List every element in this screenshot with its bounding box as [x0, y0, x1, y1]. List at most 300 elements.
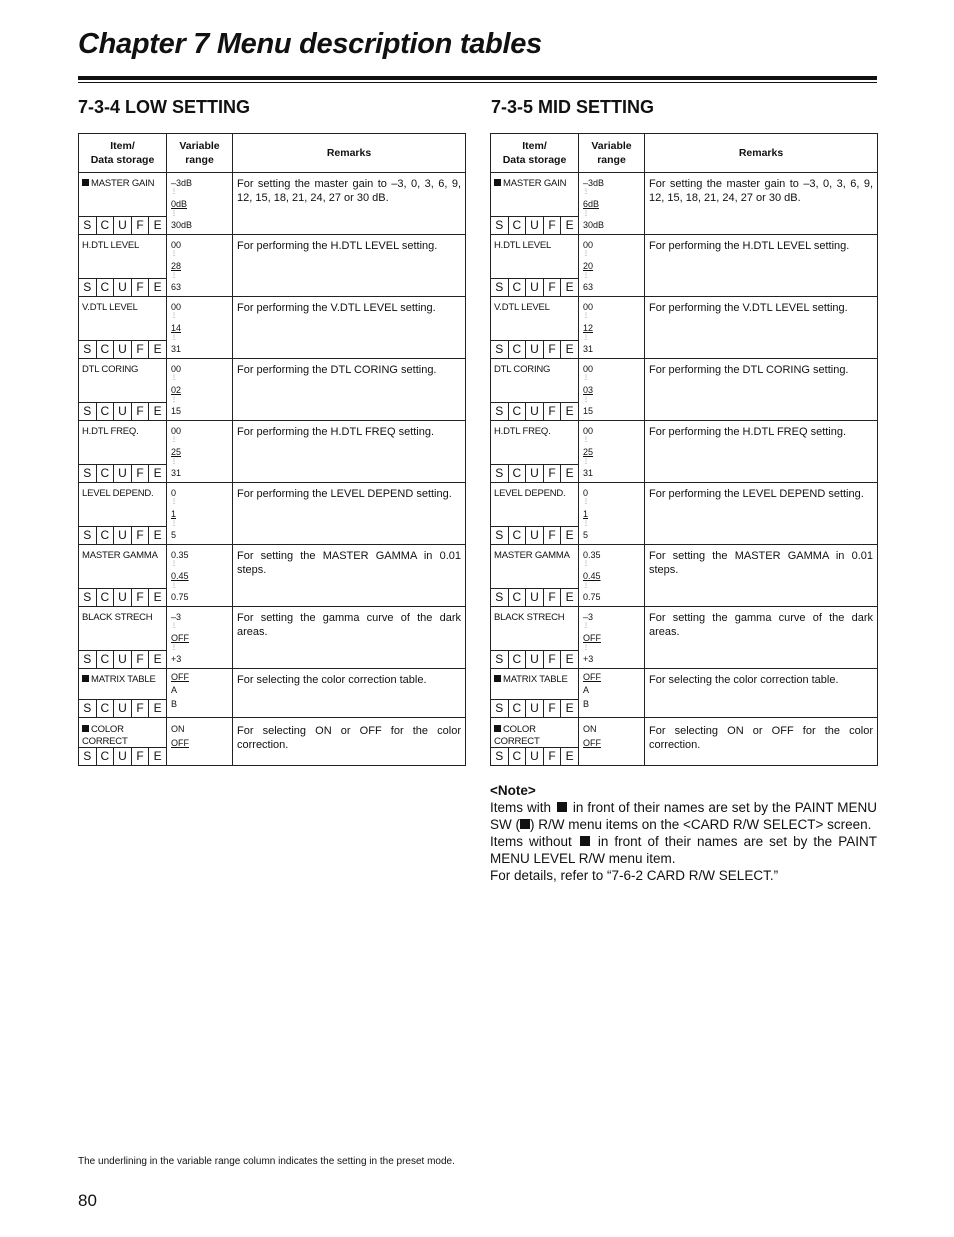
variable-range-cell [579, 669, 645, 718]
range-ellipsis-icon: ⋮ [583, 211, 589, 217]
storage-flag-c: C [97, 700, 115, 717]
range-preset: 6dB [583, 199, 600, 209]
storage-flag-u: U [114, 465, 132, 482]
item-cell-inner [491, 359, 578, 420]
item-cell-inner [79, 421, 166, 482]
range-max: 63 [583, 282, 594, 292]
storage-flag-c: C [97, 465, 115, 482]
item-name [82, 724, 128, 748]
header-remarks: Remarks [645, 134, 878, 173]
storage-flag-s: S [491, 700, 509, 717]
storage-flag-s: S [491, 279, 509, 296]
range-ellipsis-icon: ⋮ [583, 397, 589, 403]
storage-flag-u: U [114, 341, 132, 358]
range-preset: 0.45 [583, 571, 601, 581]
item-name-text: BLACK STRECH [494, 612, 565, 623]
range-min: 00 [171, 240, 182, 250]
item-name [82, 364, 138, 376]
storage-flag-f: F [544, 748, 562, 765]
low-setting-table [78, 133, 466, 766]
item-name [494, 240, 551, 252]
remarks-text: For selecting ON or OFF for the color correction. [237, 725, 461, 751]
storage-flag-f: F [132, 217, 150, 234]
item-cell [491, 235, 579, 297]
header-var-line2: range [185, 154, 214, 166]
storage-flag-e: E [565, 218, 574, 232]
variable-range-cell [579, 235, 645, 297]
storage-flag-s: S [491, 527, 509, 544]
storage-flag-c: C [509, 589, 527, 606]
header-item-line1: Item/ [522, 140, 547, 152]
storage-flag-u: U [526, 403, 544, 420]
table-row [491, 421, 878, 483]
item-cell [79, 359, 167, 421]
item-name-text: MATRIX TABLE [91, 674, 156, 685]
range-min: –3dB [583, 178, 605, 188]
item-name [494, 612, 564, 624]
variable-range-inner [579, 421, 644, 482]
range-ellipsis-icon: ⋮ [171, 189, 177, 195]
note-text: Items without [490, 834, 572, 849]
note-paragraph-3: For details, refer to “7-6-2 CARD R/W SELECT.” [490, 868, 779, 883]
storage-flag-s: S [79, 217, 97, 234]
item-name-text: H.DTL LEVEL [494, 240, 552, 251]
storage-flag-s: S [79, 403, 97, 420]
remarks-text: For performing the LEVEL DEPEND setting. [237, 488, 452, 500]
storage-flag-e: E [153, 404, 162, 418]
item-name [494, 488, 566, 500]
range-min: –3 [583, 612, 594, 622]
variable-range-cell [579, 359, 645, 421]
item-name [494, 550, 570, 562]
remarks-text: For performing the DTL CORING setting. [649, 364, 849, 376]
square-bullet-icon [82, 675, 89, 682]
range-max: 31 [583, 468, 594, 478]
scufe-storage-flags [79, 747, 166, 765]
item-cell-inner [491, 718, 578, 765]
storage-flag-s: S [491, 589, 509, 606]
range-min: 00 [171, 364, 182, 374]
variable-range-inner [579, 297, 644, 358]
range-option: ON [171, 724, 185, 734]
remarks-cell [233, 718, 466, 766]
table-row [79, 173, 466, 235]
range-ellipsis-icon: ⋮ [583, 459, 589, 465]
table-row [491, 297, 878, 359]
item-name [82, 550, 158, 562]
storage-flag-c: C [97, 651, 115, 668]
item-name-text: MATRIX TABLE [503, 674, 568, 685]
storage-flag-s: S [79, 527, 97, 544]
storage-flag-e: E [153, 528, 162, 542]
remarks-cell [645, 297, 878, 359]
mid-setting-table [490, 133, 878, 766]
range-max: 0.75 [171, 592, 189, 602]
table-header-row [79, 134, 466, 173]
header-variable-range [579, 134, 645, 173]
storage-flag-e: E [565, 342, 574, 356]
table-row [491, 173, 878, 235]
item-cell [491, 297, 579, 359]
scufe-storage-flags [491, 340, 578, 358]
header-item-line2: Data storage [502, 154, 567, 166]
remarks-text: For performing the V.DTL LEVEL setting. [649, 302, 848, 314]
scufe-storage-flags [491, 402, 578, 420]
remarks-text: For setting the master gain to –3, 0, 3, 6, 9, 12, 15, 18, 21, 24, 27 or 30 dB. [237, 178, 461, 204]
item-cell-inner [491, 297, 578, 358]
range-max: 30dB [171, 220, 193, 230]
header-item [491, 134, 579, 173]
storage-flag-f: F [544, 403, 562, 420]
item-name [82, 178, 154, 190]
range-preset: 0dB [171, 199, 188, 209]
variable-range-cell [579, 421, 645, 483]
note-heading: <Note> [490, 783, 536, 798]
variable-range-cell [167, 483, 233, 545]
storage-flag-c: C [97, 341, 115, 358]
remarks-cell [645, 483, 878, 545]
range-ellipsis-icon: ⋮ [171, 645, 177, 651]
storage-flag-u: U [526, 589, 544, 606]
range-ellipsis-icon: ⋮ [171, 397, 177, 403]
variable-range-cell [579, 173, 645, 235]
item-name-text: DTL CORING [82, 364, 139, 375]
range-ellipsis-icon: ⋮ [171, 561, 177, 567]
table-row [79, 421, 466, 483]
storage-flag-u: U [526, 341, 544, 358]
header-var-line1: Variable [591, 140, 632, 152]
note-text: in front of their names are set by the PAINT MENU LEVEL R/W menu item. [490, 834, 877, 866]
storage-flag-f: F [132, 279, 150, 296]
note-paragraph-1 [490, 799, 877, 833]
item-name-text: H.DTL LEVEL [82, 240, 140, 251]
range-option: A [171, 685, 178, 695]
range-ellipsis-icon: ⋮ [171, 499, 177, 505]
storage-flag-f: F [132, 527, 150, 544]
note-block [490, 782, 877, 884]
scufe-storage-flags [491, 650, 578, 668]
range-max: 0.75 [583, 592, 601, 602]
item-name [82, 302, 138, 314]
storage-flag-f: F [544, 651, 562, 668]
table-row [491, 545, 878, 607]
range-preset: OFF [583, 738, 601, 748]
square-bullet-icon [82, 179, 89, 186]
scufe-storage-flags [79, 699, 166, 717]
item-cell-inner [79, 235, 166, 296]
remarks-cell [645, 669, 878, 718]
table-row [79, 545, 466, 607]
item-cell-inner [79, 669, 166, 717]
storage-flag-e: E [565, 701, 574, 715]
storage-flag-e: E [565, 466, 574, 480]
range-min: 0.35 [583, 550, 601, 560]
variable-range-inner [579, 235, 644, 296]
item-cell-inner [79, 718, 166, 765]
item-name [494, 364, 550, 376]
range-ellipsis-icon: ⋮ [583, 189, 589, 195]
scufe-storage-flags [491, 526, 578, 544]
page-number: 80 [78, 1191, 97, 1210]
remarks-cell [645, 607, 878, 669]
item-name-text: H.DTL FREQ. [82, 426, 139, 437]
scufe-storage-flags [491, 216, 578, 234]
item-cell [491, 669, 579, 718]
table-row [79, 718, 466, 766]
range-ellipsis-icon: ⋮ [171, 375, 177, 381]
remarks-text: For performing the V.DTL LEVEL setting. [237, 302, 436, 314]
low-setting-title: 7-3-4 LOW SETTING [78, 97, 251, 117]
item-name [494, 724, 540, 748]
item-cell [491, 607, 579, 669]
item-name-text: COLOR [91, 724, 124, 735]
range-min: 00 [583, 302, 594, 312]
range-ellipsis-icon: ⋮ [583, 499, 589, 505]
remarks-text: For performing the H.DTL LEVEL setting. [649, 240, 850, 252]
storage-flag-c: C [97, 589, 115, 606]
item-name-text: LEVEL DEPEND. [82, 488, 154, 499]
remarks-cell [645, 421, 878, 483]
item-cell-inner [491, 421, 578, 482]
item-name-text: LEVEL DEPEND. [494, 488, 566, 499]
storage-flag-f: F [544, 527, 562, 544]
item-cell [491, 421, 579, 483]
range-min: 00 [583, 364, 594, 374]
storage-flag-e: E [565, 590, 574, 604]
storage-flag-c: C [97, 217, 115, 234]
range-ellipsis-icon: ⋮ [171, 273, 177, 279]
range-ellipsis-icon: ⋮ [171, 521, 177, 527]
item-name [82, 612, 152, 624]
scufe-storage-flags [79, 464, 166, 482]
range-min: 0.35 [171, 550, 189, 560]
item-name [82, 488, 154, 500]
note-text: in front of their names are set by the PAINT MENU SW ( [490, 800, 877, 832]
table-row [79, 359, 466, 421]
square-bullet-icon [494, 725, 501, 732]
item-cell-inner [79, 483, 166, 544]
range-option: B [583, 699, 590, 709]
variable-range-inner [167, 607, 232, 668]
range-option: B [171, 699, 178, 709]
remarks-cell [233, 359, 466, 421]
range-preset: 1 [583, 509, 589, 519]
remarks-text: For setting the master gain to –3, 0, 3, 6, 9, 12, 15, 18, 21, 24, 27 or 30 dB. [649, 178, 873, 204]
storage-flag-s: S [491, 403, 509, 420]
range-max: 15 [583, 406, 594, 416]
scufe-storage-flags [491, 278, 578, 296]
item-name-text: V.DTL LEVEL [494, 302, 550, 313]
remarks-cell [233, 173, 466, 235]
chapter-title: Chapter 7 Menu description tables [78, 28, 542, 60]
square-bullet-icon [557, 802, 567, 812]
range-max: +3 [583, 654, 594, 664]
square-bullet-icon [520, 819, 530, 829]
range-ellipsis-icon: ⋮ [171, 251, 177, 257]
range-option: A [583, 685, 590, 695]
square-bullet-icon [82, 725, 89, 732]
storage-flag-u: U [526, 651, 544, 668]
variable-range-inner [167, 173, 232, 234]
storage-flag-e: E [565, 528, 574, 542]
remarks-text: For performing the DTL CORING setting. [237, 364, 437, 376]
storage-flag-c: C [509, 700, 527, 717]
range-max: 5 [583, 530, 589, 540]
item-name-text: DTL CORING [494, 364, 551, 375]
storage-flag-u: U [526, 217, 544, 234]
item-cell [79, 297, 167, 359]
variable-range-cell [579, 607, 645, 669]
range-preset: OFF [171, 672, 189, 682]
scufe-storage-flags [491, 699, 578, 717]
storage-flag-f: F [544, 700, 562, 717]
storage-flag-e: E [153, 749, 162, 763]
scufe-storage-flags [491, 588, 578, 606]
storage-flag-s: S [79, 700, 97, 717]
variable-range-cell [167, 545, 233, 607]
range-max: 5 [171, 530, 177, 540]
storage-flag-f: F [132, 403, 150, 420]
variable-range-cell [167, 718, 233, 766]
variable-range-cell [579, 545, 645, 607]
scufe-storage-flags [79, 340, 166, 358]
range-preset: 20 [583, 261, 594, 271]
storage-flag-f: F [544, 217, 562, 234]
storage-flag-s: S [79, 651, 97, 668]
storage-flag-e: E [153, 466, 162, 480]
item-name-text: MASTER GAIN [503, 178, 567, 189]
item-cell-inner [79, 173, 166, 234]
variable-range-inner [167, 545, 232, 606]
storage-flag-e: E [153, 342, 162, 356]
range-max: 30dB [583, 220, 605, 230]
range-preset: OFF [583, 633, 601, 643]
item-cell-inner [491, 669, 578, 717]
storage-flag-f: F [132, 651, 150, 668]
variable-range-cell [167, 421, 233, 483]
variable-range-inner [167, 235, 232, 296]
remarks-cell [233, 669, 466, 718]
remarks-text: For setting the MASTER GAMMA in 0.01 steps. [649, 550, 873, 576]
item-name [494, 674, 568, 686]
range-ellipsis-icon: ⋮ [583, 375, 589, 381]
storage-flag-e: E [565, 749, 574, 763]
range-min: 00 [583, 240, 594, 250]
item-cell-inner [491, 483, 578, 544]
range-ellipsis-icon: ⋮ [583, 521, 589, 527]
item-cell [79, 718, 167, 766]
variable-range-inner [167, 359, 232, 420]
note-text: ) R/W menu items on the <CARD R/W SELECT> screen. [530, 817, 872, 832]
item-cell [79, 173, 167, 235]
range-ellipsis-icon: ⋮ [583, 273, 589, 279]
variable-range-inner [167, 297, 232, 358]
storage-flag-f: F [544, 465, 562, 482]
range-ellipsis-icon: ⋮ [583, 313, 589, 319]
remarks-cell [645, 235, 878, 297]
variable-range-inner [167, 669, 232, 717]
range-preset: OFF [171, 738, 189, 748]
storage-flag-u: U [526, 465, 544, 482]
storage-flag-f: F [132, 589, 150, 606]
table-header-row [491, 134, 878, 173]
range-ellipsis-icon: ⋮ [171, 313, 177, 319]
storage-flag-s: S [491, 748, 509, 765]
table-row [79, 235, 466, 297]
header-item [79, 134, 167, 173]
storage-flag-f: F [132, 748, 150, 765]
table-row [491, 359, 878, 421]
item-cell [79, 235, 167, 297]
storage-flag-e: E [153, 590, 162, 604]
variable-range-inner [167, 718, 232, 765]
storage-flag-f: F [544, 341, 562, 358]
item-name [494, 302, 550, 314]
storage-flag-s: S [491, 217, 509, 234]
variable-range-cell [167, 669, 233, 718]
storage-flag-e: E [153, 218, 162, 232]
item-cell [79, 669, 167, 718]
storage-flag-u: U [526, 279, 544, 296]
item-cell-inner [79, 297, 166, 358]
table-row [491, 718, 878, 766]
header-var-line1: Variable [179, 140, 220, 152]
remarks-cell [233, 607, 466, 669]
remarks-cell [233, 235, 466, 297]
variable-range-inner [579, 359, 644, 420]
storage-flag-s: S [491, 651, 509, 668]
storage-flag-e: E [565, 404, 574, 418]
range-option: ON [583, 724, 597, 734]
variable-range-cell [167, 235, 233, 297]
item-cell [491, 483, 579, 545]
remarks-text: For setting the gamma curve of the dark areas. [649, 612, 873, 638]
header-var-line2: range [597, 154, 626, 166]
scufe-storage-flags [491, 747, 578, 765]
storage-flag-c: C [509, 279, 527, 296]
remarks-text: For selecting ON or OFF for the color correction. [649, 725, 873, 751]
item-name [82, 426, 139, 438]
variable-range-inner [167, 421, 232, 482]
remarks-text: For performing the H.DTL LEVEL setting. [237, 240, 438, 252]
remarks-text: For setting the gamma curve of the dark areas. [237, 612, 461, 638]
item-cell [491, 173, 579, 235]
storage-flag-u: U [114, 403, 132, 420]
storage-flag-f: F [132, 341, 150, 358]
square-bullet-icon [580, 836, 590, 846]
table-row [79, 483, 466, 545]
storage-flag-f: F [544, 279, 562, 296]
storage-flag-u: U [526, 748, 544, 765]
variable-range-inner [579, 607, 644, 668]
header-rule-thick [78, 76, 877, 80]
variable-range-cell [579, 483, 645, 545]
range-preset: 0.45 [171, 571, 189, 581]
item-cell-inner [79, 359, 166, 420]
remarks-text: For selecting the color correction table. [649, 674, 839, 686]
range-min: 0 [583, 488, 589, 498]
range-preset: OFF [171, 633, 189, 643]
item-cell-inner [491, 607, 578, 668]
variable-range-inner [579, 483, 644, 544]
item-cell-inner [491, 545, 578, 606]
remarks-cell [233, 297, 466, 359]
range-preset: 02 [171, 385, 182, 395]
range-min: 00 [171, 426, 182, 436]
storage-flag-u: U [114, 589, 132, 606]
item-name [494, 426, 551, 438]
note-paragraph-2 [490, 833, 877, 867]
